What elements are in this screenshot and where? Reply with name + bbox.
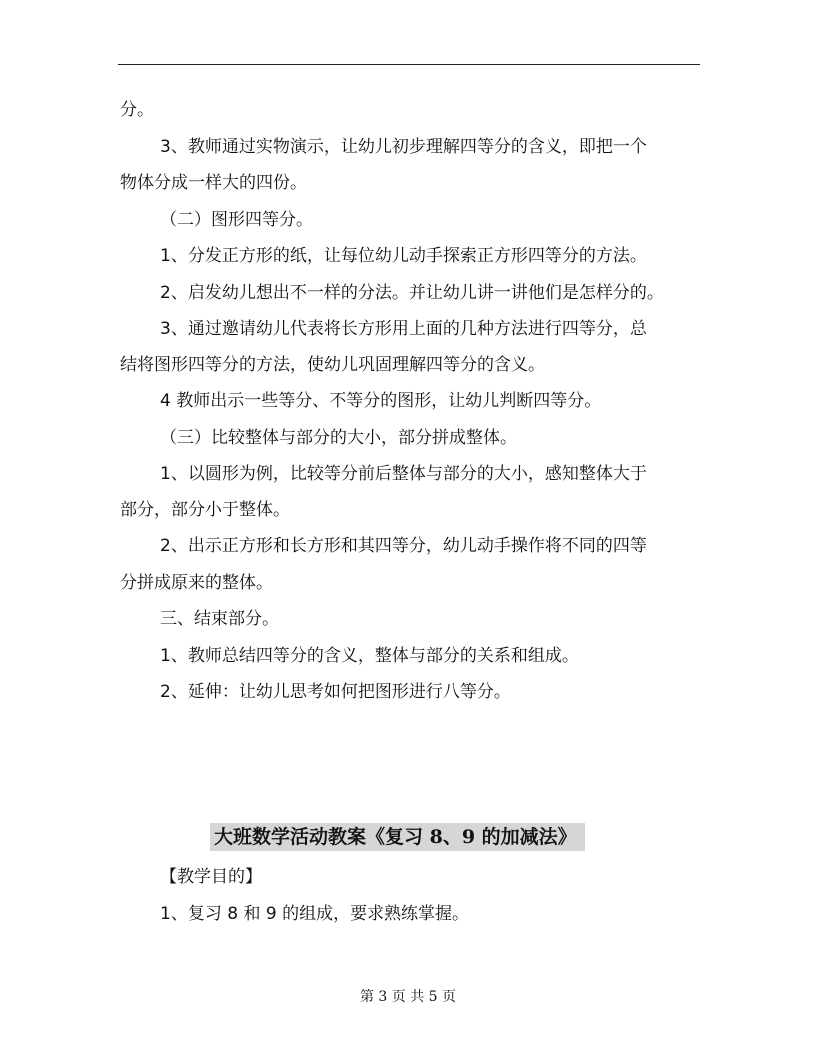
paragraph-summary: 1、教师总结四等分的含义，整体与部分的关系和组成。 [160, 646, 579, 666]
objectives-heading: 【教学目的】 [160, 867, 262, 887]
paragraph-step-2-methods: 2、启发幼儿想出不一样的分法。并让幼儿讲一讲他们是怎样分的。 [160, 283, 664, 303]
paragraph-step-3-demo: 3、教师通过实物演示，让幼儿初步理解四等分的含义，即把一个 [160, 137, 647, 157]
paragraph-step-3-demo-cont: 物体分成一样大的四份。 [120, 173, 307, 193]
paragraph-step-4-judge: 4 教师出示一些等分、不等分的图形，让幼儿判断四等分。 [160, 391, 602, 411]
section-title: 大班数学活动教案《复习 8、9 的加减法》 [210, 823, 585, 851]
subheading-compare-whole-part: （三）比较整体与部分的大小，部分拼成整体。 [160, 428, 517, 448]
objective-item-1: 1、复习 8 和 9 的组成，要求熟练掌握。 [160, 904, 470, 924]
subheading-closing: 三、结束部分。 [160, 609, 279, 629]
paragraph-continuation: 分。 [120, 100, 154, 120]
paragraph-step-3-rectangle-cont: 结将图形四等分的方法，使幼儿巩固理解四等分的含义。 [120, 355, 545, 375]
subheading-shape-quartering: （二）图形四等分。 [160, 210, 313, 230]
paragraph-step-1-square: 1、分发正方形的纸，让每位幼儿动手探索正方形四等分的方法。 [160, 246, 647, 266]
header-rule [118, 64, 700, 65]
paragraph-circle-example-cont: 部分，部分小于整体。 [120, 500, 290, 520]
paragraph-extension: 2、延伸：让幼儿思考如何把图形进行八等分。 [160, 682, 511, 702]
page-footer: 第 3 页 共 5 页 [359, 989, 457, 1005]
paragraph-step-3-rectangle: 3、通过邀请幼儿代表将长方形用上面的几种方法进行四等分，总 [160, 319, 647, 339]
paragraph-reassemble-cont: 分拼成原来的整体。 [120, 573, 273, 593]
paragraph-reassemble: 2、出示正方形和长方形和其四等分，幼儿动手操作将不同的四等 [160, 536, 647, 556]
paragraph-circle-example: 1、以圆形为例，比较等分前后整体与部分的大小，感知整体大于 [160, 464, 647, 484]
